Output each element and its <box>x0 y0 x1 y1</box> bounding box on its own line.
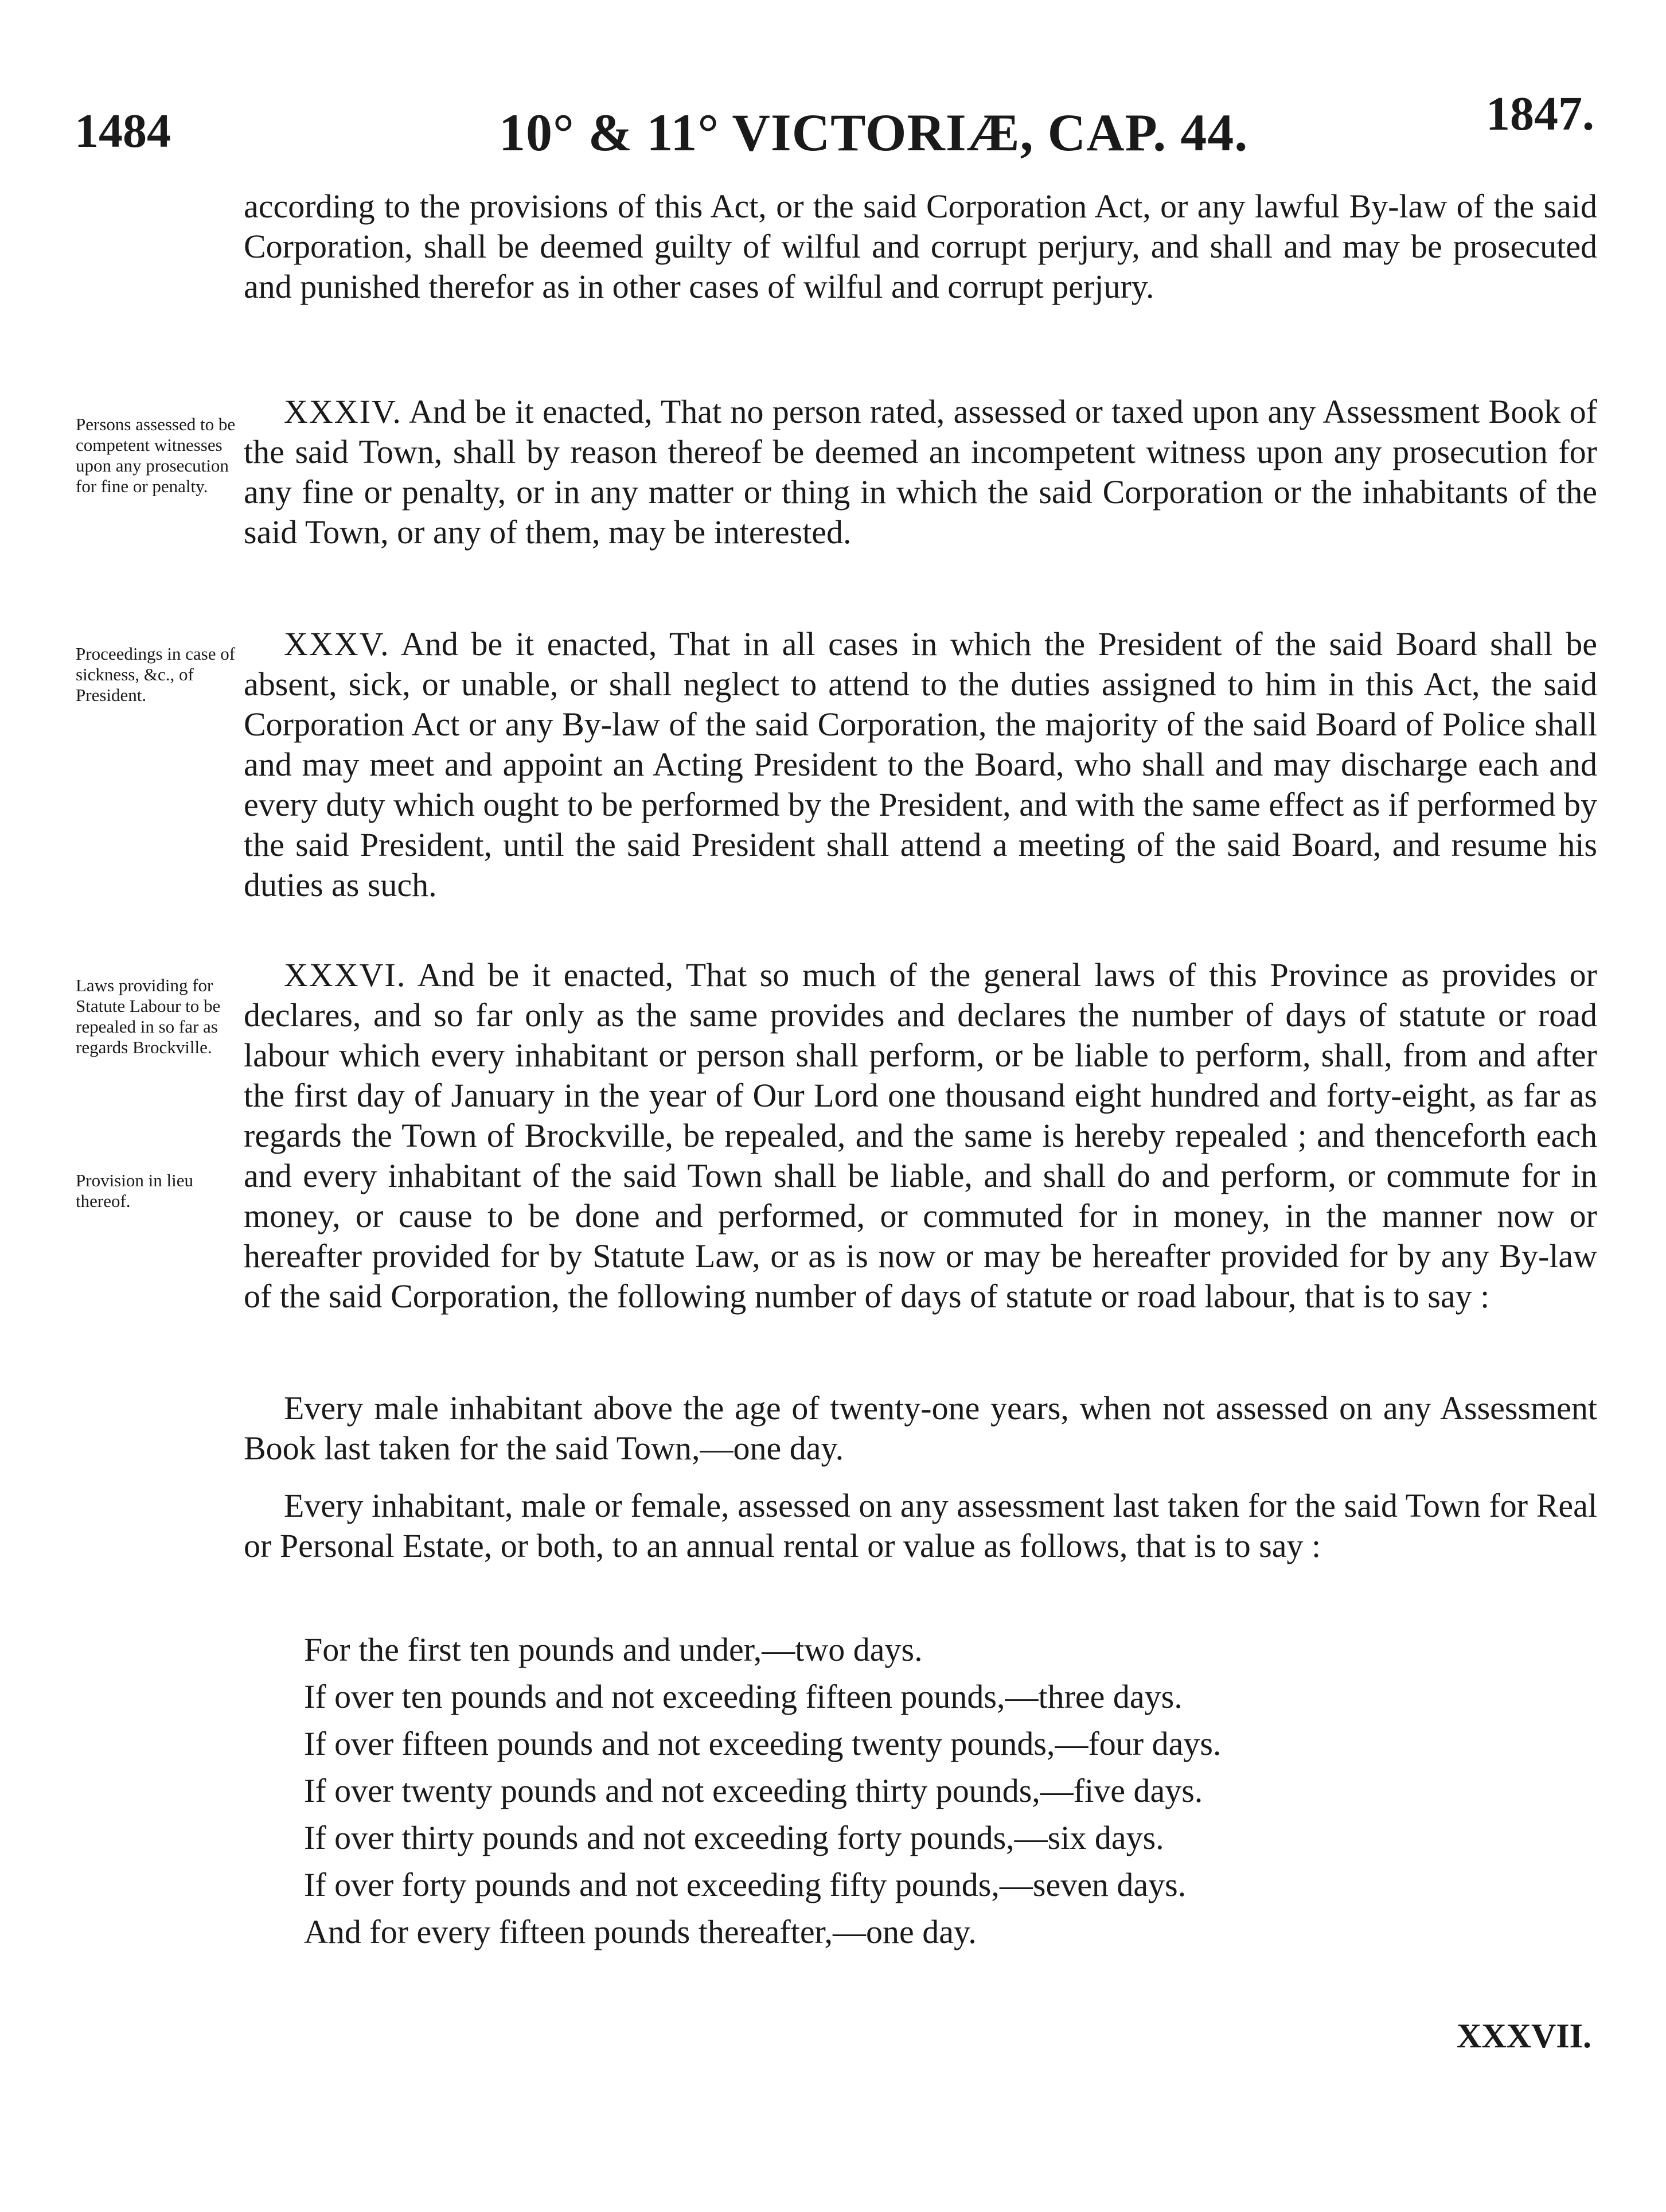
section-text-35: And be it enacted, That in all cases in which the President of the said Board shall be absent, sick, or unable, or shall neglect to attend to the duties assigned to him in this Act, the said Corporation Act or any By-law of the said Corporation, the majority of the said Board of Police shall and may meet and appoint an Acting President to the Board, who shall and may discharge each and every duty which ought to be performed by the President, and with the same effect as if performed by the said President, until the said President shall attend a meeting of the said Board, and resume his duties as such. <box>244 625 1597 904</box>
section-number-36: XXXVI. <box>284 956 407 994</box>
catchword: XXXVII. <box>1456 2017 1591 2055</box>
schedule-item: If over ten pounds and not exceeding fifteen pounds,—three days. <box>304 1678 1183 1715</box>
section-number-35: XXXV. <box>284 625 390 663</box>
schedule-item: If over fifteen pounds and not exceeding twenty pounds,—four days. <box>304 1725 1222 1762</box>
page-number: 1484 <box>75 104 171 158</box>
section-text-34: And be it enacted, That no person rated, assessed or taxed upon any Assessment Book of the said Town, shall by reason thereof be deemed an incompetent witness upon any prosecution for any fine or penalty, or in any matter or thing in which the said Corporation or the inhabitants of the said Town, or any of them, may be interested. <box>244 393 1597 551</box>
paragraph-every-inhabitant: Every inhabitant, male or female, assessed on any assessment last taken for the said Town for Real or Personal Estate, or both, to an annual rental or value as follows, that is to say : <box>244 1487 1597 1564</box>
paragraph-male-inhabitant: Every male inhabitant above the age of twenty-one years, when not assessed on any Assessment Book last taken for the said Town,—one day. <box>244 1389 1597 1467</box>
marginal-note-s36-provision: Provision in lieu thereof. <box>76 1170 193 1211</box>
schedule-item: If over forty pounds and not exceeding fifty pounds,—seven days. <box>304 1866 1187 1903</box>
marginal-note-s36-laws: Laws providing for Statute Labour to be repealed in so far as regards Brockville. <box>76 975 221 1057</box>
section-36 <box>244 955 1597 1317</box>
schedule-item: And for every fifteen pounds thereafter,—one day. <box>304 1913 977 1950</box>
section-number-34: XXXIV. <box>284 393 402 430</box>
schedule-item: For the first ten pounds and under,—two days. <box>304 1631 923 1668</box>
running-header <box>75 86 1594 166</box>
section-text-36: And be it enacted, That so much of the general laws of this Province as provides or declares, and so far only as the same provides and declares the number of days of statute or road labour which every inhabitant or person shall perform, or be liable to perform, shall, from and after the first day of January in the year of Our Lord one thousand eight hundred and forty-eight, as far as regards the Town of Brockville, be repealed, and the same is hereby repealed ; and thenceforth each and every inhabitant of the said Town shall be liable, and shall do and perform, or commute for in money, or cause to be done and performed, or commuted for in money, in the manner now or hereafter provided for by Statute Law, or as is now or may be hereafter provided for by any By-law of the said Corporation, the following number of days of statute or road labour, that is to say : <box>244 956 1597 1315</box>
section-35 <box>244 624 1597 905</box>
section-34 <box>244 392 1597 552</box>
marginal-note-s35: Proceedings in case of sickness, &c., of President. <box>76 644 236 705</box>
schedule-item: If over thirty pounds and not exceeding forty pounds,—six days. <box>304 1819 1164 1856</box>
schedule-item: If over twenty pounds and not exceeding thirty pounds,—five days. <box>304 1772 1203 1809</box>
act-title: 10° & 11° VICTORIÆ, CAP. 44. <box>499 103 1248 162</box>
labour-schedule <box>304 1626 1566 1956</box>
marginal-note-s34: Persons assessed to be competent witnesses upon any prosecution for fine or penalty. <box>76 414 236 496</box>
act-year: 1847. <box>1486 87 1594 141</box>
continuation-paragraph: according to the provisions of this Act, or the said Corporation Act, or any lawful By-law of the said Corporation, shall be deemed guilty of wilful and corrupt perjury, and shall and may be prosecuted and punished therefor as in other cases of wilful and corrupt perjury. <box>244 188 1597 305</box>
